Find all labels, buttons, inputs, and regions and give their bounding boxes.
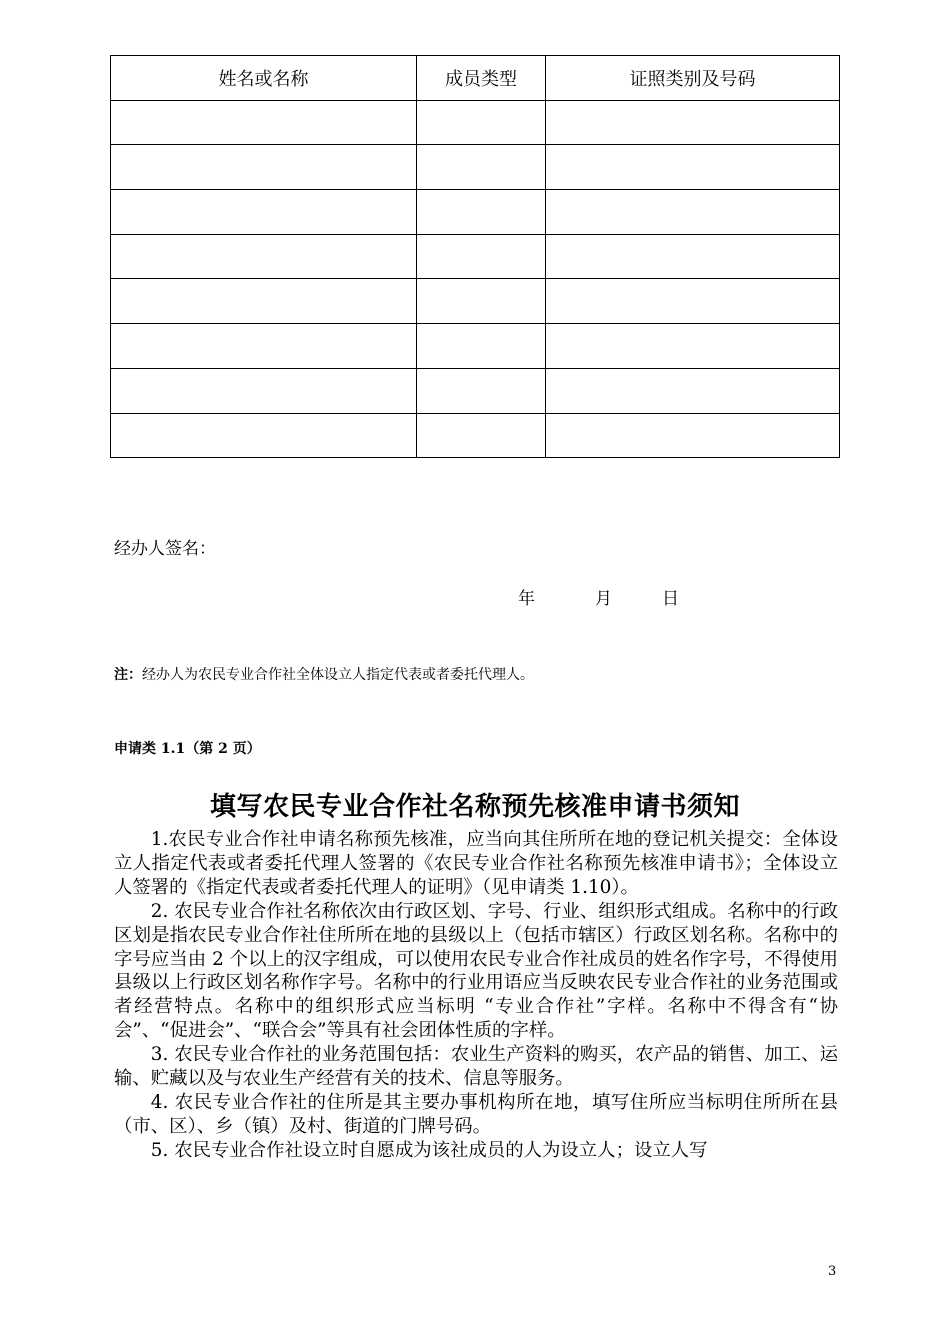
page-number: 3 xyxy=(828,1264,837,1279)
instruction-paragraph: 4. 农民专业合作社的住所是其主要办事机构所在地，填写住所应当标明住所所在县（市、区）、乡（镇）及村、街道的门牌号码。 xyxy=(114,1091,838,1137)
table-row xyxy=(111,324,840,369)
table-cell[interactable] xyxy=(546,100,840,145)
date-year-label: 年 xyxy=(518,589,535,609)
table-row xyxy=(111,234,840,279)
table-cell[interactable] xyxy=(546,190,840,235)
table-header-row xyxy=(111,56,840,101)
header-name: 姓名或名称 xyxy=(111,56,417,101)
instruction-paragraph: 5. 农民专业合作社设立时自愿成为该社成员的人为设立人；设立人写 xyxy=(150,1139,708,1161)
table-cell[interactable] xyxy=(417,234,546,279)
instruction-paragraph: 1.农民专业合作社申请名称预先核准，应当向其住所所在地的登记机关提交：全体设立人指定代表或者委托代理人签署的《农民专业合作社名称预先核准申请书》；全体设立人签署的《指定代表或者委托代理人的证明》（见申请类 1.10）。 xyxy=(114,829,838,898)
instruction-paragraph: 3. 农民专业合作社的业务范围包括：农业生产资料的购买，农产品的销售、加工、运输、贮藏以及与农业生产经营有关的技术、信息等服务。 xyxy=(114,1044,838,1090)
table-cell[interactable] xyxy=(417,324,546,369)
date-month-label: 月 xyxy=(595,589,612,609)
table-cell[interactable] xyxy=(417,100,546,145)
header-license-type-number: 证照类别及号码 xyxy=(546,56,840,101)
form-code: 申请类 1.1（第 2 页） xyxy=(114,741,261,757)
table-row xyxy=(111,145,840,190)
note xyxy=(114,664,534,684)
table-cell[interactable] xyxy=(546,145,840,190)
table-cell[interactable] xyxy=(546,234,840,279)
table-cell[interactable] xyxy=(546,279,840,324)
instructions-body xyxy=(114,828,838,1163)
table-cell[interactable] xyxy=(111,100,417,145)
table-cell[interactable] xyxy=(546,413,840,458)
instruction-paragraph: 2. 农民专业合作社名称依次由行政区划、字号、行业、组织形式组成。名称中的行政区划是指农民专业合作社住所所在地的县级以上（包括市辖区）行政区划名称。名称中的字号应当由 2 个以上的汉字组成，可以使用农民专业合作社成员的姓名作字号，不得使用县级以上行政区划名称作字号。名称中的行业用语应当反映农民专业合作社的业务范围或者经营特点。名称中的组织形式应当标明 “专业合作社”字样。名称中不得含有“协会”、“促进会”、“联合会”等具有社会团体性质的字样。 xyxy=(114,900,838,1042)
table-row xyxy=(111,279,840,324)
table-cell[interactable] xyxy=(546,324,840,369)
table-cell[interactable] xyxy=(546,368,840,413)
table-cell[interactable] xyxy=(111,190,417,235)
table-row xyxy=(111,368,840,413)
table-cell[interactable] xyxy=(417,413,546,458)
table-cell[interactable] xyxy=(111,145,417,190)
table-cell[interactable] xyxy=(111,324,417,369)
table-row xyxy=(111,413,840,458)
header-member-type: 成员类型 xyxy=(417,56,546,101)
table-row xyxy=(111,100,840,145)
table-cell[interactable] xyxy=(417,145,546,190)
table-cell[interactable] xyxy=(111,279,417,324)
table-cell[interactable] xyxy=(417,368,546,413)
table-cell[interactable] xyxy=(111,413,417,458)
members-table xyxy=(110,55,840,458)
note-text: 经办人为农民专业合作社全体设立人指定代表或者委托代理人。 xyxy=(142,667,534,683)
date-day-label: 日 xyxy=(662,589,679,609)
page-title: 填写农民专业合作社名称预先核准申请书须知 xyxy=(209,792,740,822)
table-cell[interactable] xyxy=(111,368,417,413)
note-prefix: 注： xyxy=(114,667,142,683)
table-cell[interactable] xyxy=(111,234,417,279)
table-cell[interactable] xyxy=(417,279,546,324)
table-row xyxy=(111,190,840,235)
handler-signature-label: 经办人签名： xyxy=(114,539,216,559)
table-cell[interactable] xyxy=(417,190,546,235)
